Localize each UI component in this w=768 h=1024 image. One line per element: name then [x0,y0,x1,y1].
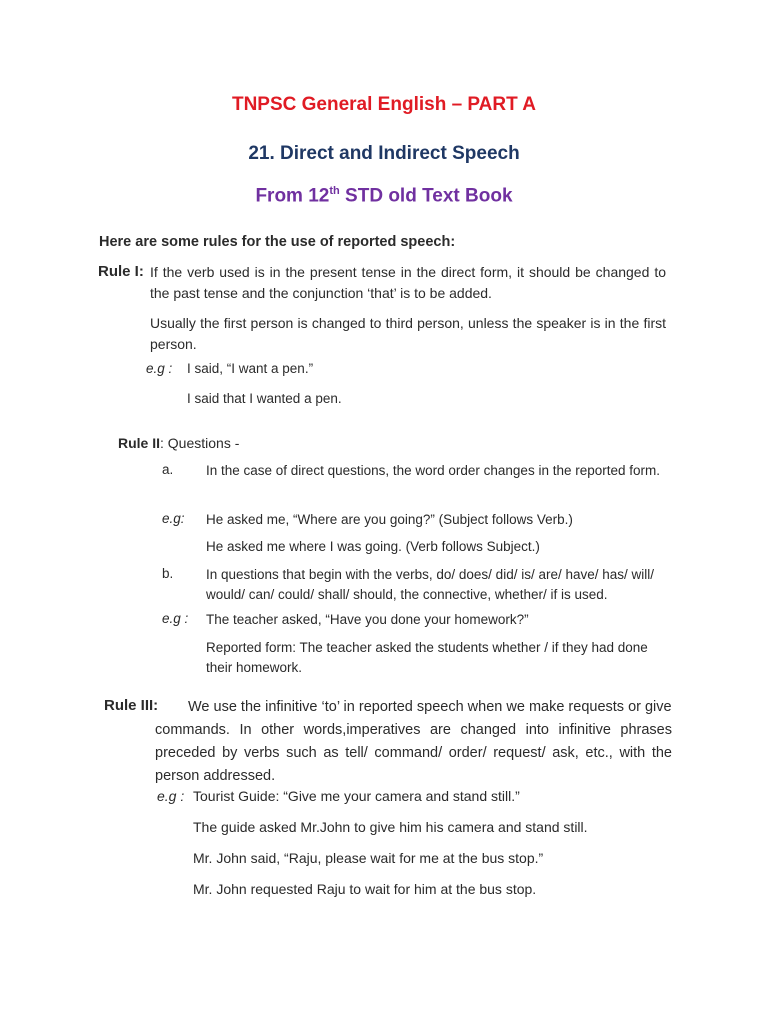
document-title: TNPSC General English – PART A [231,94,537,115]
rule1-text-2: Usually the first person is changed to third person, unless the speaker is in the first person. [150,315,666,352]
rule3-text-first: We use the infinitive ‘to’ in reported speech when we make requests or give [188,699,672,715]
rule3-eg-1: Tourist Guide: “Give me your camera and stand still.” [193,788,520,804]
source-suffix: STD old Text Book [339,185,513,207]
rule2-b-label: b. [162,566,174,581]
rule3-eg-4: Mr. John requested Raju to wait for him at the bus stop. [193,881,537,897]
rule2-a-eg-direct: He asked me, “Where are you going?” (Subject follows Verb.) [206,512,573,527]
intro-text: Here are some rules for the use of reported speech: [99,234,456,250]
source-prefix: From 12 [255,185,330,207]
rule2-a-text: In the case of direct questions, the word order changes in the reported form. [206,463,661,478]
rule1-label: Rule I: [98,263,144,280]
topic-heading: 21. Direct and Indirect Speech [248,143,520,164]
rule3-eg-2: The guide asked Mr.John to give him his camera and stand still. [193,819,588,835]
rule3-eg-3: Mr. John said, “Raju, please wait for me at the bus stop.” [193,850,544,866]
rule2-a-label: a. [162,462,174,477]
rule2-label-suffix: : Questions - [160,435,240,451]
rule2-b-eg-reported: Reported form: The teacher asked the students whether / if they had done their homework. [206,640,648,675]
source-superscript: th [329,185,340,197]
rule1-eg-reported: I said that I wanted a pen. [187,391,342,406]
rule3-text-rest: commands. In other words,imperatives are changed into infinitive phrases preceded by verbs such as tell/ command/ order/ request/ ask, etc., with the person addressed. [155,722,672,784]
source-heading [0,185,768,207]
rule3-eg-label: e.g : [157,788,185,804]
rule1-eg-label: e.g : [146,361,173,376]
rule3-label: Rule III: [104,697,159,714]
rule2-heading [118,433,239,454]
rule2-a-eg-reported: He asked me where I was going. (Verb follows Subject.) [206,539,540,554]
rule2-label: Rule II [118,435,161,451]
rule1-text: If the verb used is in the present tense in the direct form, it should be changed to the past tense and the conjunction ‘that’ is to be added. [150,264,666,301]
rule1-eg-direct: I said, “I want a pen.” [187,361,314,376]
rule2-a-eg-label: e.g: [162,511,185,526]
rule2-b-eg-label: e.g : [162,611,189,626]
rule2-b-text: In questions that begin with the verbs, do/ does/ did/ is/ are/ have/ has/ will/ would/ can/ could/ shall/ should, the connective, whether/ if is used. [206,567,655,602]
rule2-b-eg-direct: The teacher asked, “Have you done your homework?” [206,612,529,627]
